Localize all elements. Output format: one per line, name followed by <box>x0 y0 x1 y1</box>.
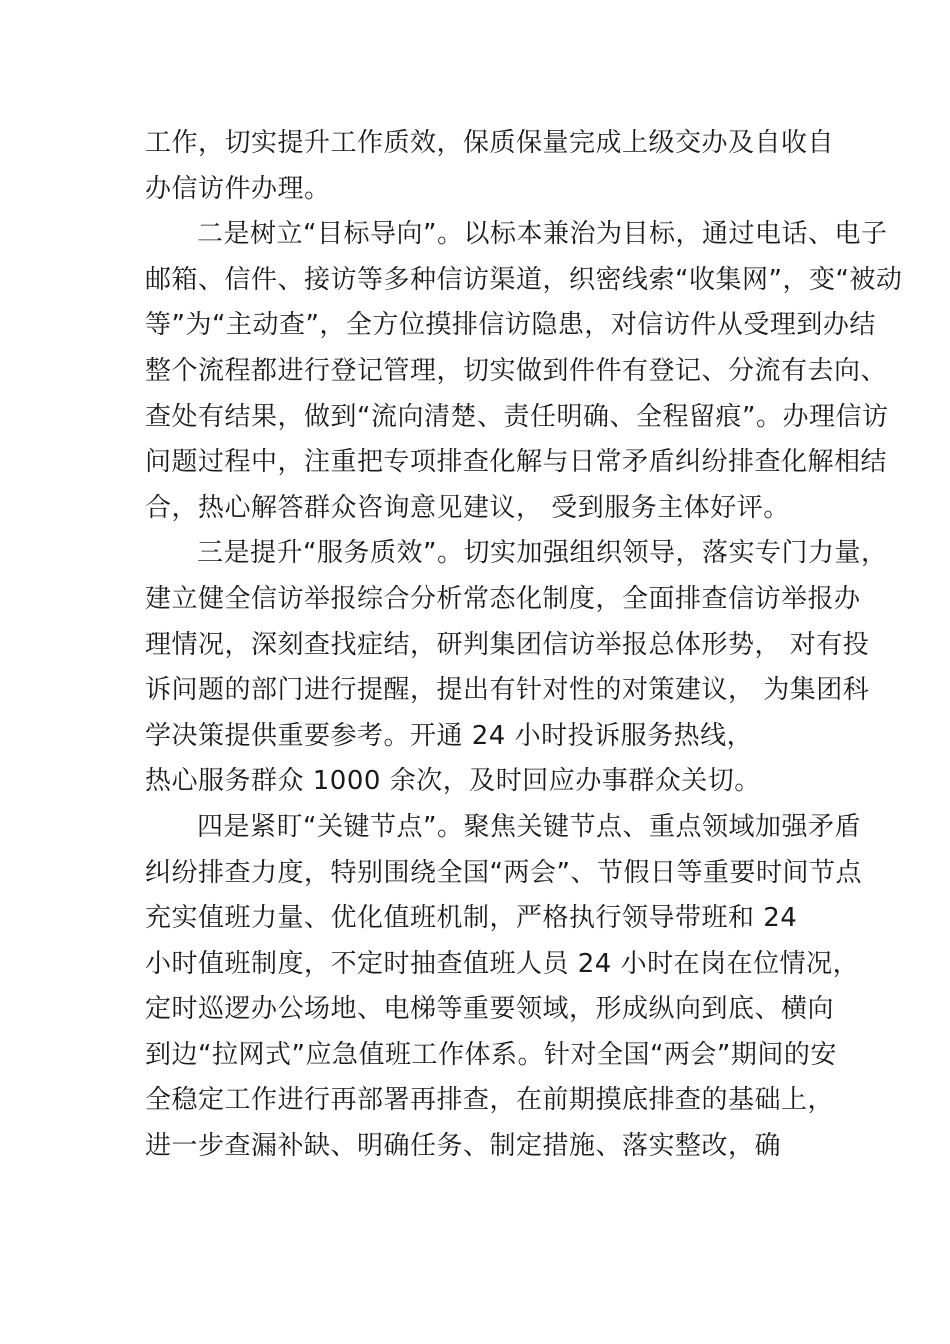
document-body <box>145 121 903 1170</box>
text-line: 问题过程中，注重把专项排查化解与日常矛盾纠纷排查化解相结 <box>145 447 888 478</box>
text-line: 二是树立“目标导向”。以标本兼治为目标，通过电话、电子 <box>197 219 888 250</box>
text-line: 诉问题的部门进行提醒，提出有针对性的对策建议， 为集团科 <box>145 675 870 706</box>
text-line: 定时巡逻办公场地、电梯等重要领域，形成纵向到底、横向 <box>145 994 835 1025</box>
text-line: 工作，切实提升工作质效，保质保量完成上级交办及自收自 <box>145 128 835 158</box>
text-line: 合，热心解答群众咨询意见建议， 受到服务主体好评。 <box>145 492 790 523</box>
text-line: 充实值班力量、优化值班机制，严格执行领导带班和 24 <box>145 903 798 934</box>
text-line: 理情况，深刻查找症结，研判集团信访举报总体形势， 对有投 <box>145 629 870 660</box>
text-line: 学决策提供重要参考。开通 24 小时投诉服务热线， <box>145 720 754 751</box>
text-line: 三是提升“服务质效”。切实加强组织领导，落实专门力量， <box>197 538 888 569</box>
text-line: 小时值班制度，不定时抽查值班人员 24 小时在岗在位情况， <box>145 948 860 979</box>
text-line: 纠纷排查力度，特别围绕全国“两会”、节假日等重要时间节点 <box>145 857 862 888</box>
text-line: 到边“拉网式”应急值班工作体系。针对全国“两会”期间的安 <box>145 1039 837 1070</box>
text-line: 等”为“主动查”，全方位摸排信访隐患，对信访件从受理到办结 <box>145 310 876 341</box>
text-line: 建立健全信访举报综合分析常态化制度，全面排查信访举报办 <box>145 583 861 614</box>
text-line: 热心服务群众 1000 余次，及时回应办事群众关切。 <box>145 766 761 797</box>
text-line: 四是紧盯“关键节点”。聚焦关键节点、重点领域加强矛盾 <box>197 811 861 842</box>
text-line: 办信访件办理。 <box>145 173 331 204</box>
text-line: 全稳定工作进行再部署再排查，在前期摸底排查的基础上， <box>145 1085 835 1116</box>
text-line: 邮箱、信件、接访等多种信访渠道，织密线索“收集网”，变“被动 <box>145 264 903 295</box>
text-line: 进一步查漏补缺、明确任务、制定措施、落实整改，确 <box>145 1131 782 1162</box>
text-line: 整个流程都进行登记管理，切实做到件件有登记、分流有去向、 <box>145 355 888 386</box>
text-line: 查处有结果，做到“流向清楚、责任明确、全程留痕”。办理信访 <box>145 401 889 432</box>
